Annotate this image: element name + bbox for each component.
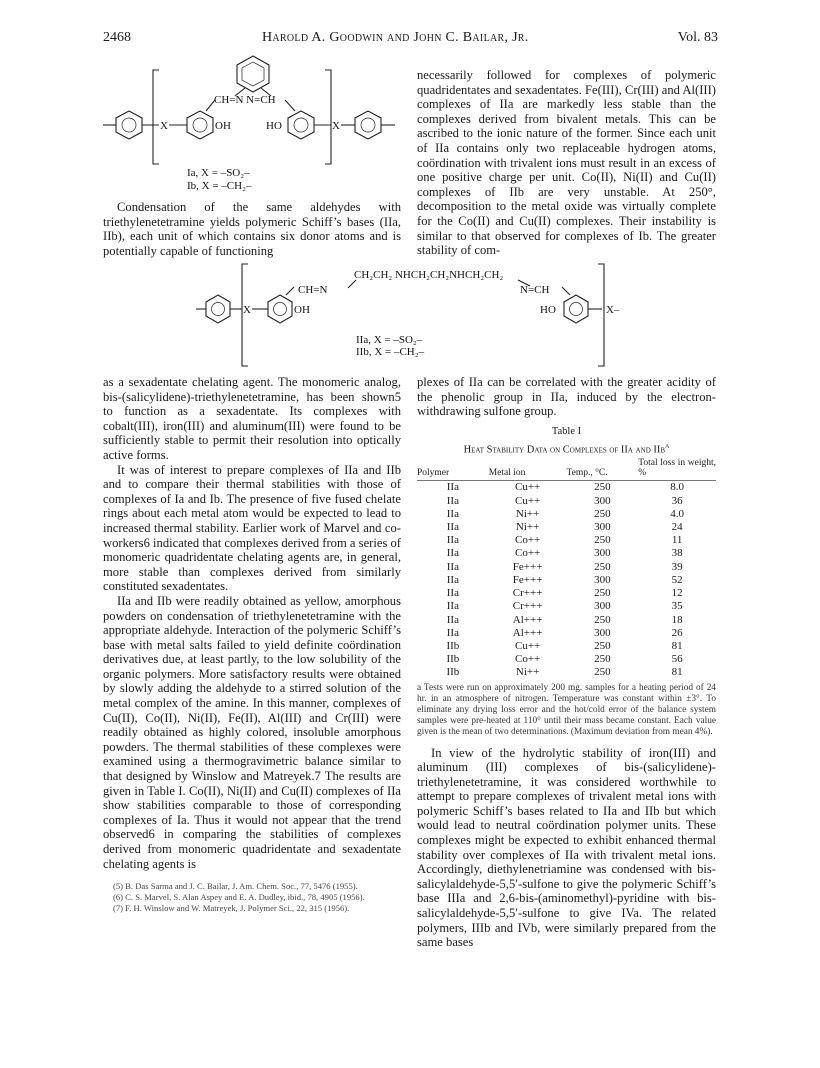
- table-row: [417, 561, 716, 574]
- table-title-text: Heat Stability Data on Complexes of IIa and IIb: [463, 444, 666, 456]
- table-row: [417, 521, 716, 534]
- table-cell: 250: [594, 560, 611, 573]
- table-cell: 300: [594, 547, 611, 560]
- page-number: 2468: [103, 30, 131, 45]
- table-cell: 52: [671, 573, 683, 586]
- column-header: Total loss in weight, %: [638, 458, 716, 481]
- lower-right-column: [417, 375, 716, 950]
- table-cell: Cr+++: [512, 600, 543, 613]
- imine-linkage-label: CH=N N=CH: [214, 94, 276, 106]
- table-cell: 8.0: [670, 481, 684, 494]
- column-header: Temp., °C.: [566, 458, 638, 481]
- x-right-label: X: [332, 120, 340, 132]
- table-cell: 300: [594, 600, 611, 613]
- table-cell: Cu++: [514, 481, 541, 494]
- iia-label: IIa, X = –SO₂–: [356, 334, 423, 346]
- ia-label: Ia, X = –SO₂–: [187, 167, 250, 179]
- table-cell: IIa: [446, 507, 459, 520]
- table-cell: 250: [594, 653, 611, 666]
- x-right-label: X–: [606, 304, 620, 316]
- table-row: [417, 627, 716, 640]
- table-row: [417, 587, 716, 600]
- table-cell: 250: [594, 481, 611, 494]
- table-cell: 250: [594, 639, 611, 652]
- table-cell: Cu++: [514, 494, 541, 507]
- table-cell: Fe+++: [512, 573, 543, 586]
- oh-label: OH: [294, 304, 310, 316]
- table-cell: 11: [671, 534, 683, 547]
- table-row: [417, 653, 716, 666]
- paragraph: necessarily followed for complexes of polymeric quadridentates and sexadentates. Fe(III), Cr(III) and Al(III) complexes of IIa are markedly less stable than the complexes derived from bivalent metals. This can be ascribed to the ionic nature of the former. Since each unit of IIa contains only two replaceable hydrogen atoms, coördination with trivalent ions must result in an excess of one positive charge per unit. Co(II), Ni(II) and Cu(II) complexes of IIb are very unstable. At 250°, decomposition to the metal oxide was virtually complete for the Co(II) and Cu(II) complexes. Their instability is similar to that observed for complexes of Ib. The greater stability of com-: [417, 68, 716, 258]
- upper-right-text: [417, 68, 716, 258]
- table-cell: IIa: [446, 587, 459, 600]
- right-imine-label: N=CH: [520, 284, 550, 296]
- table-cell: Co++: [514, 653, 541, 666]
- table-cell: 38: [671, 547, 683, 560]
- paragraph: It was of interest to prepare complexes of IIa and IIb and to compare their thermal stabilities with those of complexes of Ia and Ib. The presence of five fused chelate rings about each metal atom would be expected to lead to increased thermal stability. Earlier work of Marvel and co-workers6 indicated that complexes derived from a series of monomeric quadridentate chelating agents are, in general, more stable than complexes derived from similarly constituted sexadentates.: [103, 462, 401, 594]
- table-cell: 300: [594, 521, 611, 534]
- table-row: [417, 640, 716, 653]
- structure-II-figure: [196, 262, 636, 372]
- table-cell: IIa: [446, 481, 459, 494]
- paragraph: In view of the hydrolytic stability of iron(III) and aluminum (III) complexes of bis-(salicylidene)-triethylenetetramine, it was considered worthwhile to attempt to prepare complexes of trivalent metal ions with polymeric Schiff’s bases related to IIa and IIb but which would lead to neutral coördination polymer units. These complexes might be expected to exhibit enhanced thermal stability over complexes of IIa with trivalent metal ions. Accordingly, diethylenetriamine was condensed with bis-salicylaldehyde-5,5′-sulfone to give the polymeric Schiff’s base IIIa and 2,6-bis-(aminomethyl)-pyridine with bis-salicylaldehyde-5,5′-sulfone to give IVa. The related polymers, IIIb and IVb, were similarly prepared from the same bases: [417, 745, 716, 950]
- table-row: [417, 495, 716, 508]
- table-cell: 12: [671, 587, 683, 600]
- x-left-label: X: [243, 304, 251, 316]
- x-left-label: X: [160, 120, 168, 132]
- table-row: [417, 534, 716, 547]
- structure-I-figure: [103, 52, 403, 198]
- table-cell: 81: [671, 666, 683, 679]
- paragraph: IIa and IIb were readily obtained as yellow, amorphous powders on condensation of triethylenetetramine with the appropriate aldehyde. Interaction of the polymeric Schiff’s base with metal salts failed to yield definite coördination derivatives due, at least partly, to the low solubility of the organic polymers. More satisfactory results were obtained by slowly adding the aldehyde to a stirred solution of the metal complex of the amine. In this manner, complexes of Cu(II), Co(II), Ni(II), Fe(II), Al(III) and Cr(III) were readily obtained as highly colored, insoluble amorphous powders. The thermal stabilities of these complexes were examined using a thermogravimetric balance similar to that designed by Winslow and Matreyek.7 The results are given in Table I. Co(II), Ni(II) and Cu(II) complexes of IIa show stabilities comparable to those of corresponding complexes of Ia. Thus it would not appear that the trend observed6 in comparing the stabilities of complexes derived from monomeric quadridentate and sexadentate chelating agents is: [103, 593, 401, 871]
- table-cell: Co++: [514, 534, 541, 547]
- paragraph: plexes of IIa can be correlated with the greater acidity of the phenolic group in IIa, induced by the electron-withdrawing sulfone group.: [417, 375, 716, 419]
- table-cell: 250: [594, 587, 611, 600]
- left-imine-label: CH=N: [298, 284, 328, 296]
- iib-label: IIb, X = –CH₂–: [356, 346, 425, 358]
- table-row: [417, 666, 716, 679]
- table-cell: 250: [594, 534, 611, 547]
- table-cell: Al+++: [512, 626, 543, 639]
- table-cell: IIa: [446, 494, 459, 507]
- paragraph: as a sexadentate chelating agent. The monomeric analog, bis-(salicylidene)-triethylenetetramine, has been shown5 to function as a sexadentate. Its complexes with cobalt(III), iron(III) and aluminum(III) were found to be sufficiently stable to permit their resolution into optically active forms.: [103, 375, 401, 462]
- table-footnote: a Tests were run on approximately 200 mg. samples for a heating period of 24 hr. in an atmosphere of nitrogen. Temperature was constant within ±3°. To eliminate any drying loss error and the hot/cold error of the balance system samples were pre-heated at 110° until their mass became constant. Each value given is the mean of two determinations. (Maximum deviation from mean 4%).: [417, 682, 716, 737]
- table-cell: Ni++: [515, 666, 540, 679]
- table-cell: 24: [671, 521, 683, 534]
- table-row: [417, 547, 716, 560]
- table-title: [417, 439, 716, 458]
- table-cell: 39: [671, 560, 683, 573]
- column-header: Polymer: [417, 458, 489, 481]
- table-cell: 36: [671, 494, 683, 507]
- column-header: Metal ion: [489, 458, 567, 481]
- table-row: [417, 614, 716, 627]
- table-cell: Co++: [514, 547, 541, 560]
- table-cell: 250: [594, 613, 611, 626]
- table-cell: 250: [594, 507, 611, 520]
- table-cell: IIa: [446, 613, 459, 626]
- table-cell: Ni++: [515, 521, 540, 534]
- table-cell: Cu++: [514, 639, 541, 652]
- footnotes: [103, 881, 401, 914]
- table-cell: Cr+++: [512, 587, 543, 600]
- upper-left-text: [103, 200, 401, 258]
- table-row: [417, 481, 716, 495]
- lower-left-column: [103, 375, 401, 914]
- heat-stability-table: [417, 458, 716, 679]
- footnote: (7) F. H. Winslow and W. Matreyek, J. Polymer Sci., 22, 315 (1956).: [113, 903, 350, 914]
- table-title-note: a: [665, 441, 670, 451]
- volume-label: Vol. 83: [677, 30, 718, 45]
- table-cell: 26: [671, 626, 683, 639]
- table-cell: IIb: [446, 666, 460, 679]
- table-cell: IIa: [446, 600, 459, 613]
- table-cell: IIa: [446, 521, 459, 534]
- table-cell: 300: [594, 494, 611, 507]
- table-cell: IIa: [446, 626, 459, 639]
- footnote: (6) C. S. Marvel, S. Alan Aspey and E. A. Dudley, ibid., 78, 4905 (1956).: [113, 892, 365, 903]
- table-row: [417, 600, 716, 613]
- paragraph: Condensation of the same aldehydes with triethylenetetramine yields polymeric Schiff’s bases (IIa, IIb), each unit of which contains six donor atoms and is potentially capable of functioning: [103, 200, 401, 258]
- table-cell: IIa: [446, 573, 459, 586]
- oh-label: OH: [215, 120, 231, 132]
- table-cell: 56: [671, 653, 683, 666]
- table-row: [417, 574, 716, 587]
- ho-label: HO: [266, 120, 282, 132]
- running-authors: Harold A. Goodwin and John C. Bailar, Jr.: [262, 30, 529, 45]
- table-label: Table I: [551, 425, 582, 437]
- polyamine-chain-label: CH₂CH₂ NHCH₂CH₂NHCH₂CH₂: [354, 269, 504, 281]
- table-cell: Fe+++: [512, 560, 543, 573]
- table-cell: IIa: [446, 560, 459, 573]
- table-cell: IIa: [446, 534, 459, 547]
- footnote: (5) B. Das Sarma and J. C. Bailar, J. Am. Chem. Soc., 77, 5476 (1955).: [113, 881, 358, 892]
- table-cell: IIb: [446, 653, 460, 666]
- table-cell: Al+++: [512, 613, 543, 626]
- table-cell: 18: [671, 613, 683, 626]
- ho-label: HO: [540, 304, 556, 316]
- table-cell: 4.0: [670, 507, 684, 520]
- table-row: [417, 508, 716, 521]
- table-cell: Ni++: [515, 507, 540, 520]
- table-cell: 35: [671, 600, 683, 613]
- table-cell: 300: [594, 573, 611, 586]
- table-cell: 81: [671, 639, 683, 652]
- ib-label: Ib, X = –CH₂–: [187, 180, 252, 192]
- table-cell: IIa: [446, 547, 459, 560]
- table-cell: IIb: [446, 639, 460, 652]
- table-cell: 250: [594, 666, 611, 679]
- table-cell: 300: [594, 626, 611, 639]
